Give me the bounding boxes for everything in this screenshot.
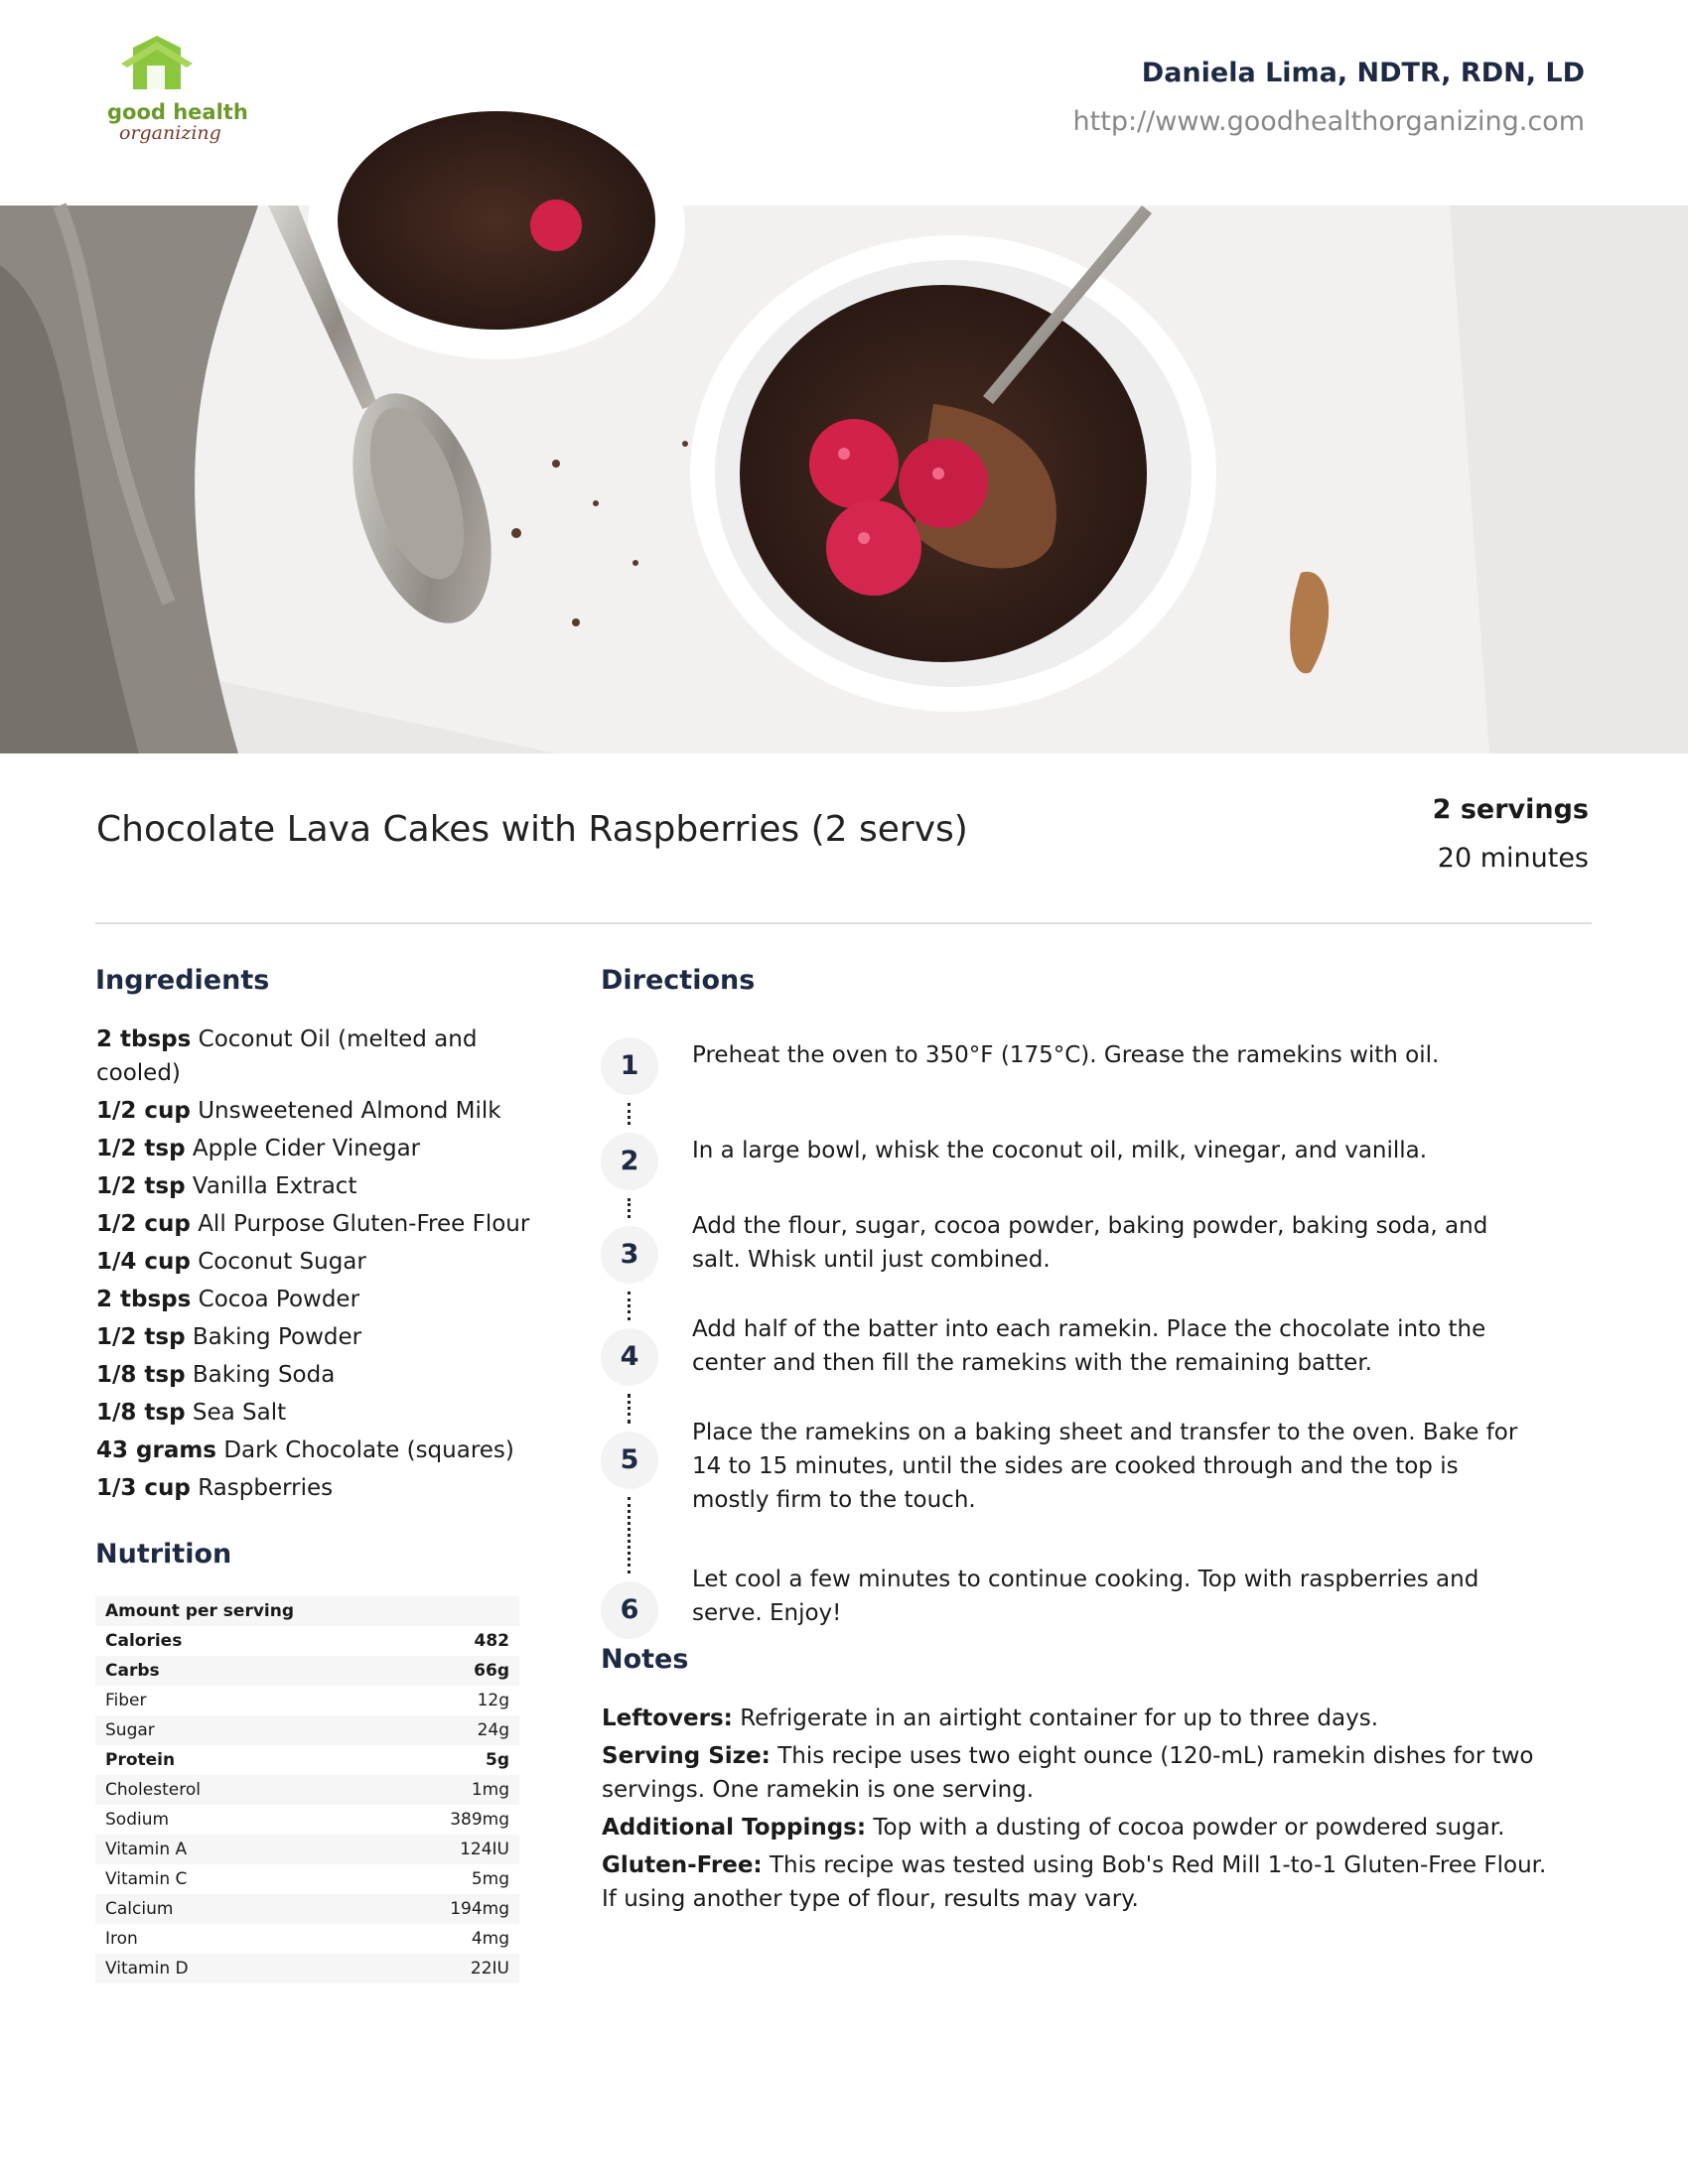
nutrition-row — [95, 1626, 519, 1656]
nutrition-row — [95, 1656, 519, 1686]
nutrition-value: 5mg — [471, 1869, 509, 1889]
brand-logo — [99, 38, 248, 149]
ingredient-qty: 43 grams — [96, 1437, 216, 1463]
nutrition-label: Iron — [105, 1929, 138, 1949]
step-number: 1 — [601, 1037, 658, 1095]
ingredient-item — [96, 1283, 533, 1316]
step-connector — [628, 1497, 632, 1573]
ingredient-name: Dark Chocolate (squares) — [223, 1437, 514, 1463]
nutrition-label: Sugar — [105, 1720, 155, 1740]
nutrition-table — [95, 1596, 519, 1983]
nutrition-value: 194mg — [450, 1899, 509, 1919]
ingredient-item — [96, 1433, 533, 1467]
ingredient-name: Coconut Sugar — [198, 1249, 366, 1275]
title-divider — [95, 922, 1592, 924]
nutrition-value: 12g — [477, 1691, 509, 1710]
nutrition-row — [95, 1954, 519, 1983]
author-name: Daniela Lima, NDTR, RDN, LD — [1141, 58, 1585, 88]
nutrition-label: Vitamin A — [105, 1840, 188, 1859]
nutrition-label: Carbs — [105, 1661, 160, 1681]
nutrition-label: Fiber — [105, 1691, 147, 1710]
ingredient-qty: 2 tbsps — [96, 1287, 192, 1312]
nutrition-value: 4mg — [471, 1929, 509, 1949]
step-connector — [628, 1103, 632, 1125]
nutrition-row — [95, 1596, 519, 1626]
nutrition-row — [95, 1745, 519, 1775]
ingredient-qty: 1/2 tsp — [96, 1324, 186, 1350]
nutrition-value: 389mg — [450, 1810, 509, 1830]
nutrition-label: Amount per serving — [105, 1601, 295, 1621]
logo-text-line2: organizing — [119, 122, 221, 144]
ingredient-qty: 1/2 cup — [96, 1098, 191, 1124]
ingredient-item — [96, 1396, 533, 1430]
nutrition-label: Protein — [105, 1750, 176, 1770]
servings-count: 2 servings — [1432, 794, 1589, 825]
note-label: Additional Toppings: — [602, 1815, 867, 1841]
note-item — [602, 1811, 1565, 1844]
nutrition-label: Vitamin C — [105, 1869, 188, 1889]
nutrition-label: Vitamin D — [105, 1959, 189, 1979]
hero-photo — [0, 205, 1688, 753]
ingredient-item — [96, 1094, 533, 1128]
ingredient-name: Apple Cider Vinegar — [192, 1136, 421, 1161]
nutrition-row — [95, 1805, 519, 1835]
nutrition-row — [95, 1864, 519, 1894]
nutrition-label: Calories — [105, 1631, 183, 1651]
note-label: Serving Size: — [602, 1743, 771, 1769]
step-connector — [628, 1394, 632, 1424]
nutrition-row — [95, 1924, 519, 1954]
note-text: Top with a dusting of cocoa powder or powdered sugar. — [873, 1815, 1505, 1841]
ingredient-name: Coconut Oil (melted and cooled) — [96, 1026, 478, 1086]
step-text: Preheat the oven to 350°F (175°C). Grease the ramekins with oil. — [692, 1042, 1440, 1068]
step-connector — [628, 1292, 632, 1320]
ingredient-name: Baking Powder — [192, 1324, 362, 1350]
note-item — [602, 1848, 1565, 1916]
ingredients-list — [96, 1023, 533, 1509]
step-number: 6 — [601, 1581, 658, 1639]
ingredient-qty: 1/4 cup — [96, 1249, 191, 1275]
ingredient-qty: 2 tbsps — [96, 1026, 192, 1052]
nutrition-heading: Nutrition — [95, 1539, 232, 1570]
note-item — [602, 1702, 1565, 1735]
note-text: This recipe was tested using Bob's Red Mill 1-to-1 Gluten-Free Flour. If using another type of flour, results may vary. — [602, 1852, 1547, 1912]
nutrition-value: 1mg — [471, 1780, 509, 1800]
step-text: In a large bowl, whisk the coconut oil, milk, vinegar, and vanilla. — [692, 1138, 1428, 1163]
directions-heading: Directions — [601, 965, 756, 996]
step-number: 2 — [601, 1133, 658, 1190]
notes-heading: Notes — [601, 1644, 689, 1675]
ingredient-name: Vanilla Extract — [192, 1173, 357, 1199]
ingredients-heading: Ingredients — [95, 965, 270, 996]
ingredient-item — [96, 1207, 533, 1241]
logo-text-line1: good health — [107, 100, 248, 124]
recipe-title: Chocolate Lava Cakes with Raspberries (2 servs) — [96, 809, 968, 850]
ingredient-item — [96, 1358, 533, 1392]
nutrition-value: 22IU — [470, 1959, 509, 1979]
ingredient-qty: 1/2 tsp — [96, 1136, 186, 1161]
ingredient-name: Raspberries — [198, 1475, 334, 1501]
nutrition-row — [95, 1686, 519, 1715]
nutrition-label: Sodium — [105, 1810, 170, 1830]
step-connector — [628, 1198, 632, 1218]
ingredient-name: Unsweetened Almond Milk — [198, 1098, 501, 1124]
note-text: Refrigerate in an airtight container for up to three days. — [740, 1706, 1379, 1731]
step-number: 4 — [601, 1328, 658, 1386]
ingredient-qty: 1/3 cup — [96, 1475, 191, 1501]
ingredient-qty: 1/8 tsp — [96, 1400, 186, 1426]
note-item — [602, 1739, 1565, 1807]
nutrition-value: 124IU — [460, 1840, 509, 1859]
step-text: Add half of the batter into each ramekin. Place the chocolate into the center and then fill the ramekins with the remaining batter. — [692, 1316, 1486, 1376]
site-link[interactable]: http://www.goodhealthorganizing.com — [1072, 106, 1585, 137]
ingredient-qty: 1/2 cup — [96, 1211, 191, 1237]
ingredient-name: Sea Salt — [192, 1400, 287, 1426]
step-number: 5 — [601, 1432, 658, 1489]
nutrition-row — [95, 1835, 519, 1864]
nutrition-value: 66g — [474, 1661, 509, 1681]
nutrition-value: 5g — [486, 1750, 509, 1770]
ingredient-item — [96, 1320, 533, 1354]
ingredient-name: Cocoa Powder — [198, 1287, 360, 1312]
ingredient-item — [96, 1169, 533, 1203]
total-time: 20 minutes — [1437, 843, 1589, 874]
notes-list — [602, 1702, 1565, 1920]
ingredient-qty: 1/8 tsp — [96, 1362, 186, 1388]
note-label: Leftovers: — [602, 1706, 733, 1731]
ingredient-item — [96, 1245, 533, 1279]
ingredient-item — [96, 1471, 533, 1505]
note-label: Gluten-Free: — [602, 1852, 763, 1878]
ingredient-qty: 1/2 tsp — [96, 1173, 186, 1199]
nutrition-value: 482 — [474, 1631, 509, 1651]
step-number: 3 — [601, 1226, 658, 1284]
nutrition-row — [95, 1715, 519, 1745]
ingredient-item — [96, 1023, 533, 1090]
ingredient-item — [96, 1132, 533, 1165]
step-text: Place the ramekins on a baking sheet and transfer to the oven. Bake for 14 to 15 minutes, until the sides are cooked through and the top is mostly firm to the touch. — [692, 1420, 1518, 1513]
nutrition-row — [95, 1894, 519, 1924]
nutrition-label: Calcium — [105, 1899, 174, 1919]
nutrition-row — [95, 1775, 519, 1805]
nutrition-label: Cholesterol — [105, 1780, 201, 1800]
note-text: This recipe uses two eight ounce (120-mL) ramekin dishes for two servings. One ramekin is one serving. — [602, 1743, 1534, 1803]
step-text: Let cool a few minutes to continue cooking. Top with raspberries and serve. Enjoy! — [692, 1567, 1479, 1626]
nutrition-value: 24g — [477, 1720, 509, 1740]
ingredient-name: All Purpose Gluten-Free Flour — [198, 1211, 530, 1237]
ingredient-name: Baking Soda — [192, 1362, 336, 1388]
step-text: Add the flour, sugar, cocoa powder, baking powder, baking soda, and salt. Whisk until just combined. — [692, 1213, 1488, 1273]
